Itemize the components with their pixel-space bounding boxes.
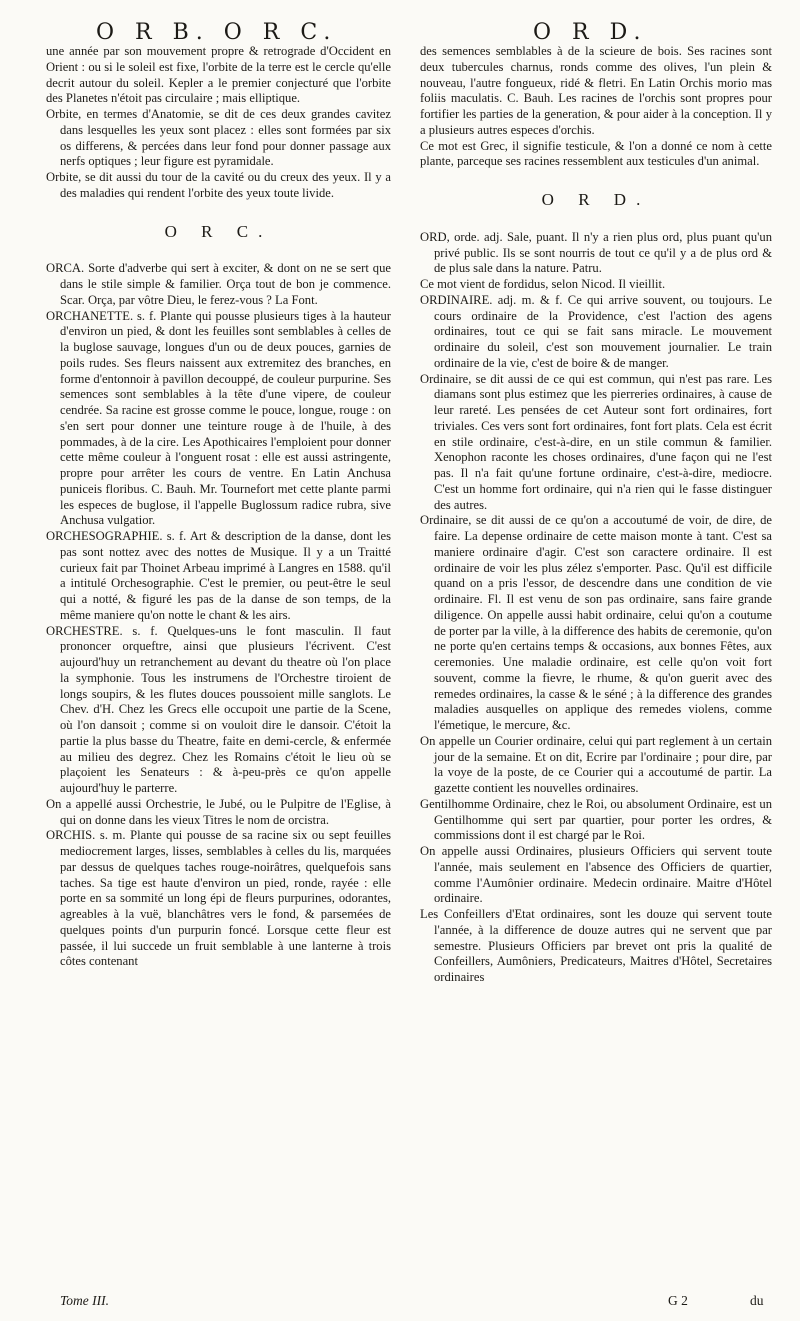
paragraph: une année par son mouvement propre & retrograde d'Occident en Orient : ou si le soleil est fixe, l'orbite de la terre est le cercle qu'elle decrit autour du soleil. Kepler a le premier conjecturé que l'orbite des Planetes n'étoit pas circulaire ; mais elliptique. (46, 44, 391, 106)
paragraph: Ce mot vient de fordidus, selon Nicod. Il vieillit. (420, 277, 666, 291)
dictionary-entry: Ordinaire, se dit aussi de ce qui est commun, qui n'est pas rare. Les diamans sont plus estimez que les pierreries ordinaires, à cause de leur rareté. Les pensées de cet Auteur sont fort ordinaires, fort triviales. Ces vers sont fort ordinaires, font fort plats. Cela est écrit en stile ordinaire, c'est-à-dire, en un stile commun & familier. Xenophon raconte les choses ordinaires, d'une façon qui ne l'est pas. Il n'a fait qu'une fortune ordinaire, c'est-à-dire, mediocre. C'est un homme fort ordinaire, qui n'a rien qui le fasse distinguer des autres. (420, 371, 772, 512)
left-column (46, 44, 391, 970)
dictionary-entry: ORDINAIRE. adj. m. & f. Ce qui arrive souvent, ou toujours. Le cours ordinaire de la Providence, c'est l'action des agens ordinaires, tout ce qui se fait sans miracle. Le mouvement ordinaire du soleil, c'est son mouvement journalier. Le train ordinaire de la vie, c'est de boire & de manger. (420, 292, 772, 370)
section-title-ord: O R D. (541, 190, 651, 209)
section-title-orc: O R C. (164, 221, 273, 241)
dictionary-entry: ORCHANETTE. s. f. Plante qui pousse plusieurs tiges à la hauteur d'environ un pied, & dont les feuilles sont semblables à celles de la buglose sauvage, longues d'un ou de deux pouces, garnies de poils rudes. Ses fleurs naissent aux extremitez des branches, en forme d'entonnoir à pavillon decouppé, de couleur purpurine. Ses semences sont semblables à la tête d'une vipere, de couleur cendrée. Sa racine est grosse comme le pouce, longue, rouge : on s'en sert pour donner une teinture rouge à de l'huile, à des pommades, à de la cire. Les Apothicaires l'emploient pour donner cette même couleur à l'onguent rosat : elle est aussi astringente, propre pour arrêter les cours de ventre. En Latin Anchusa puniceis floribus. C. Bauh. Mr. Tournefort met cette plante parmi les especes de buglose, il l'appelle Buglossum radice rubra, sive Anchusa vulgatior. (46, 308, 391, 528)
signature-mark: G 2 (668, 1293, 688, 1308)
dictionary-entry: On appelle aussi Ordinaires, plusieurs Officiers qui servent toute l'année, mais seulement en l'absence des Officiers de quartier, comme l'Aumônier ordinaire. Medecin ordinaire. Maitre d'Hôtel ordinaire. (420, 844, 772, 906)
dictionary-entry: ORD, orde. adj. Sale, puant. Il n'y a rien plus ord, plus puant qu'un privé public. Ils se sont nourris de tout ce qu'il y a de plus ord & de plus sale dans la nature. Patru. (420, 229, 772, 276)
paragraph: des semences semblables à de la scieure de bois. Ses racines sont deux tubercules charnus, ronds comme des olives, l'un plein & nouveau, l'autre fongueux, ridé & fletri. En Latin Orchis morio mas foliis maculatis. C. Bauh. Les racines de l'orchis sont propres pour fortifier les parties de la generation, & pour aider à la conception. Il y a plusieurs autres especes d'orchis. (420, 44, 772, 137)
dictionary-entry: On a appellé aussi Orchestrie, le Jubé, ou le Pulpitre de l'Eglise, à qui on donne dans les vieux Titres le nom de orcistra. (46, 796, 391, 827)
right-column (420, 44, 772, 986)
running-head-left: O R B. O R C. (96, 20, 338, 45)
paragraph: Orbite, se dit aussi du tour de la cavité ou du creux des yeux. Il y a des maladies qui rendent l'orbite des yeux toute livide. (46, 170, 391, 200)
dictionary-entry: Ordinaire, se dit aussi de ce qu'on a accoutumé de voir, de dire, de faire. La depense ordinaire de cette maison monte à tant. C'est sa maniere ordinaire d'agir. C'est son caractere ordinaire. Il est ordinaire de voir les plus zélez s'emporter. Pasc. Qu'il est difficile quand on a pris l'essor, de descendre dans une condition de vie ordinaire. Fl. Il est venu de son pas ordinaire, sans faire grande diligence. On appelle aussi habit ordinaire, celui qu'on a coutume de porter par la ville, à la difference des habits de ceremonie, qu'on ne porte qu'en certains temps & occasions, aux bonnes Fêtes, aux ceremonies. Une maladie ordinaire, est celle qu'on voit fort souvent, comme la fievre, le rhume, & qu'on guerit avec des remedes ordinaires, la casse & le séné ; à la difference des grandes maladies ausquelles on applique des remedes violens, comme l'émetique, le mercure, &c. (420, 513, 772, 732)
dictionary-entry: ORCHESOGRAPHIE. s. f. Art & description de la danse, dont les pas sont nottez avec des nottes de Musique. Il y a un Traitté curieux fait par Thoinet Arbeau imprimé à Langres en 1588. qu'il a intitulé Orchesographie. C'est le premier, ou peut-être le seul qui a notté, & figuré les pas de la danse de son temps, de la même maniere qu'on notte le chant & les airs. (46, 529, 391, 622)
volume-label: Tome III. (60, 1293, 109, 1308)
paragraph: Orbite, en termes d'Anatomie, se dit de ces deux grandes cavitez dans lesquelles les yeux sont placez : elles sont formées par six os differens, & percées dans leur fond pour donner passage aux nerfs optiques ; leur figure est pyramidale. (46, 107, 391, 169)
dictionary-entry: Gentilhomme Ordinaire, chez le Roi, ou absolument Ordinaire, est un Gentilhomme qui sert par quartier, pour porter les ordres, & commissions dont il est chargé par le Roi. (420, 796, 772, 843)
dictionary-entry: ORCHESTRE. s. f. Quelques-uns le font masculin. Il faut prononcer orqueftre, ainsi que plusieurs l'écrivent. C'est aujourd'huy un retranchement au devant du theatre où l'on place la symphonie. Tous les instrumens de l'Orchestre tiroient de longs soupirs, & les flutes douces poussoient mille sanglots. Le Chev. d'H. Chez les Grecs elle occupoit une partie de la Scene, où l'on dansoit ; comme si on vouloit dire le dansoir. C'étoit la partie la plus basse du Theatre, faite en demi-cercle, & enfermée au milieu des degrez. Chez les Romains c'étoit le lieu où se plaçoient les Senateurs : & à-peu-près ce qu'on appelle aujourd'huy le parterre. (46, 623, 391, 795)
dictionary-entry: ORCA. Sorte d'adverbe qui sert à exciter, & dont on ne se sert que dans le stile simple & familier. Orça tout de bon je commence. Scar. Orça, par vôtre Dieu, le ferez-vous ? La Font. (46, 261, 391, 307)
dictionary-entry: ORCHIS. s. m. Plante qui pousse de sa racine six ou sept feuilles mediocrement larges, lisses, semblables à celles du lis, marquées par dessus de quelques taches rouge-noirâtres, quelquefois sans taches. Sa tige est haute d'environ un pied, ronde, rayée : elle porte en sa sommité un long épi de fleurs purpurines, odorantes, agreables à la vuë, blanchâtres vers le fond, & parsemées de quelques points d'un purpurin foncé. Lorsque cette fleur est passée, il lui succede un fruit semblable à une lanterne à trois côtes contenant (46, 828, 391, 969)
dictionary-entry: Les Confeillers d'Etat ordinaires, sont les douze qui servent toute l'année, à la difference de douze autres qui ne servent que par semestre. Plusieurs Officiers par brevet ont pris la qualité de Confeillers, Aumôniers, Predicateurs, Maitres d'Hôtel, Secretaires ordinaires (420, 907, 772, 984)
paragraph: Ce mot est Grec, il signifie testicule, & l'on a donné ce nom à cette plante, parceque ses racines ressemblent aux testicules d'un animal. (420, 138, 772, 169)
catchword: du (750, 1293, 764, 1308)
dictionary-entry: On appelle un Courier ordinaire, celui qui part reglement à un certain jour de la semaine. Et on dit, Ecrire par l'ordinaire ; pour dire, par la voye de la poste, de ce Courier qui a accoutumé de partir. La gazette contient les nouvelles ordinaires. (420, 733, 772, 795)
running-head-right: O R D. (533, 20, 648, 45)
